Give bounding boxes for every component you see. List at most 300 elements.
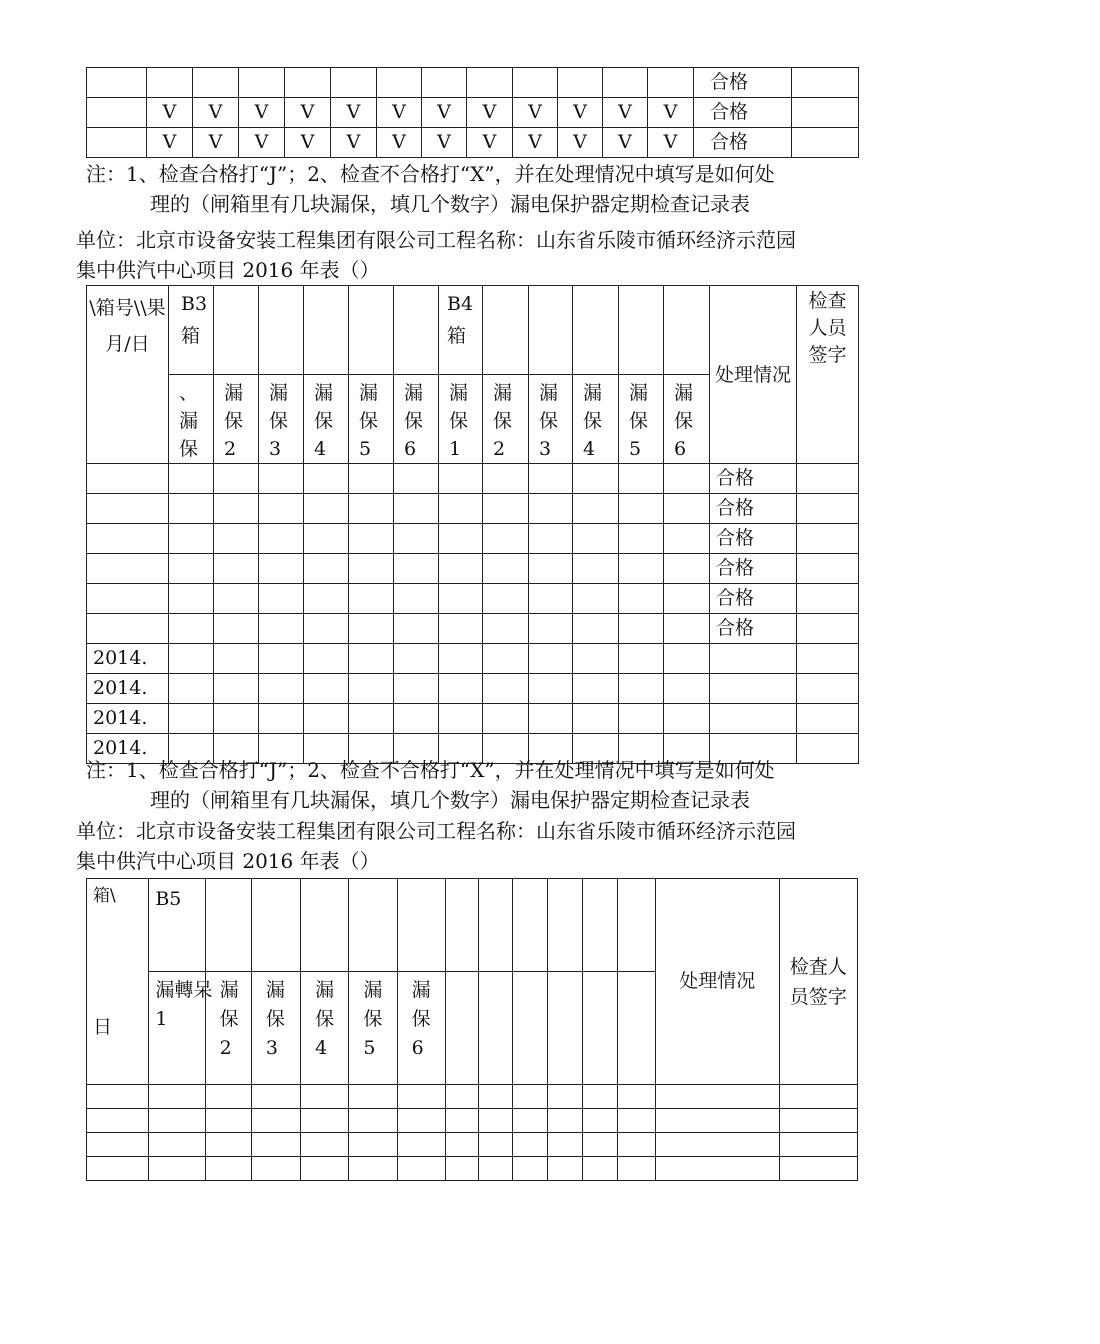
signature-cell — [797, 674, 859, 704]
check-mark-cell — [529, 584, 573, 614]
corner-header-bottom: 日 — [87, 972, 149, 1085]
leak-protector-subheader — [304, 375, 349, 464]
corner-header: \箱号\\果月/日 — [87, 286, 169, 464]
empty-subheader — [445, 972, 478, 1085]
empty-subheader — [479, 972, 513, 1085]
check-mark-cell — [394, 494, 439, 524]
subheader-label: 漏保3 — [265, 979, 285, 1059]
check-mark-cell — [483, 494, 529, 524]
check-mark-cell — [214, 704, 259, 734]
leak-protector-subheader — [573, 375, 619, 464]
subheader-label: 漏保1 — [449, 382, 469, 460]
subheader-label: 漏保5 — [359, 382, 379, 460]
check-mark-cell — [259, 494, 304, 524]
leak-protector-subheader — [214, 375, 259, 464]
check-mark-cell — [304, 584, 349, 614]
check-mark-cell — [573, 704, 619, 734]
subheader-label: 、漏保 — [179, 382, 199, 460]
empty-cell — [349, 1157, 397, 1181]
check-mark-cell — [558, 68, 603, 98]
empty-cell — [779, 1109, 857, 1133]
empty-cell — [513, 1085, 548, 1109]
check-mark-cell: V — [193, 128, 239, 158]
leak-protector-subheader — [397, 972, 445, 1085]
check-mark-cell — [304, 464, 349, 494]
subheader-label: 漏保2 — [219, 979, 239, 1059]
check-mark-cell — [483, 614, 529, 644]
check-mark-cell — [259, 644, 304, 674]
leak-protector-subheader — [149, 972, 213, 1085]
check-mark-cell — [439, 644, 483, 674]
empty-cell — [779, 1085, 857, 1109]
check-mark-cell — [147, 68, 193, 98]
check-mark-cell — [619, 524, 664, 554]
inspector-header-b5: 检査人员签字 — [779, 879, 857, 1085]
empty-cell — [149, 1085, 205, 1109]
check-mark-cell — [664, 464, 710, 494]
check-mark-cell — [439, 524, 483, 554]
table-row — [87, 554, 859, 584]
note-line-1: 注：1、检查合格打“J”；2、检查不合格打“X”，并在处理情况中填写是如何处 — [86, 162, 775, 186]
check-mark-cell — [259, 584, 304, 614]
result-cell — [710, 704, 797, 734]
empty-cell — [582, 1133, 617, 1157]
check-mark-cell: V — [467, 128, 513, 158]
empty-cell — [397, 1157, 445, 1181]
check-mark-cell — [169, 704, 214, 734]
check-mark-cell — [214, 494, 259, 524]
check-mark-cell — [169, 644, 214, 674]
empty-cell — [251, 1157, 300, 1181]
check-mark-cell — [169, 614, 214, 644]
table-row — [87, 704, 859, 734]
empty-cell — [445, 1109, 478, 1133]
check-mark-cell — [619, 614, 664, 644]
check-mark-cell — [259, 674, 304, 704]
check-mark-cell — [619, 584, 664, 614]
check-mark-cell: V — [648, 128, 694, 158]
check-mark-cell — [169, 494, 214, 524]
check-mark-cell — [214, 554, 259, 584]
empty-cell — [479, 1157, 513, 1181]
leak-protector-subheader — [664, 375, 710, 464]
empty-cell — [349, 1133, 397, 1157]
check-mark-cell — [394, 554, 439, 584]
table-row — [87, 584, 859, 614]
empty-cell — [87, 1085, 149, 1109]
check-mark-cell — [439, 614, 483, 644]
check-mark-cell — [664, 704, 710, 734]
check-mark-cell — [349, 464, 394, 494]
box-b3-header: B3箱 — [169, 286, 214, 375]
check-mark-cell — [439, 704, 483, 734]
check-mark-cell — [304, 494, 349, 524]
empty-cell — [617, 1157, 655, 1181]
check-mark-cell — [619, 644, 664, 674]
check-mark-cell — [169, 464, 214, 494]
leak-protector-subheader — [301, 972, 349, 1085]
corner-header-top: 箱\ — [87, 879, 149, 972]
result-cell: 合格 — [694, 98, 792, 128]
result-cell: 合格 — [694, 128, 792, 158]
box-b4-header: B4箱 — [439, 286, 483, 375]
empty-cell — [87, 1109, 149, 1133]
check-mark-cell — [259, 704, 304, 734]
check-mark-cell — [483, 464, 529, 494]
signature-cell — [797, 494, 859, 524]
subheader-label: 漏保6 — [674, 382, 694, 460]
empty-cell — [548, 1133, 582, 1157]
empty-cell — [251, 1133, 300, 1157]
check-mark-cell — [619, 674, 664, 704]
subheader-label: 漏保5 — [629, 382, 649, 460]
empty-cell — [149, 1109, 205, 1133]
check-mark-cell — [394, 614, 439, 644]
check-mark-cell — [483, 674, 529, 704]
table-row — [87, 614, 859, 644]
check-mark-cell — [349, 614, 394, 644]
empty-cell — [548, 1109, 582, 1133]
signature-cell — [797, 524, 859, 554]
inspection-table-b3-b4 — [86, 285, 859, 764]
check-mark-cell — [529, 524, 573, 554]
subheader-label: 漏保6 — [411, 979, 431, 1059]
check-mark-cell — [259, 554, 304, 584]
subheader-label: 漏轉呆1 — [155, 979, 213, 1030]
check-mark-cell — [529, 494, 573, 524]
empty-cell — [87, 1133, 149, 1157]
empty-cell — [445, 1085, 478, 1109]
check-mark-cell — [483, 554, 529, 584]
date-cell — [87, 68, 147, 98]
check-mark-cell — [619, 554, 664, 584]
signature-cell — [792, 68, 859, 98]
date-cell — [87, 584, 169, 614]
check-mark-cell — [304, 554, 349, 584]
check-mark-cell — [483, 644, 529, 674]
check-mark-cell: V — [603, 98, 648, 128]
check-mark-cell — [619, 464, 664, 494]
check-mark-cell — [529, 704, 573, 734]
empty-cell — [779, 1157, 857, 1181]
table-row — [87, 128, 859, 158]
check-mark-cell — [573, 494, 619, 524]
empty-cell — [349, 1109, 397, 1133]
check-mark-cell — [394, 674, 439, 704]
check-mark-cell: V — [331, 128, 377, 158]
subheader-label: 漏保4 — [583, 382, 603, 460]
subheader-label: 漏保3 — [269, 382, 289, 460]
empty-cell — [301, 1133, 349, 1157]
check-mark-cell — [349, 704, 394, 734]
date-cell: 2014. — [87, 734, 169, 764]
check-mark-cell — [349, 644, 394, 674]
result-cell: 合格 — [710, 524, 797, 554]
inspection-table-b5 — [86, 878, 858, 1181]
check-mark-cell: V — [422, 128, 467, 158]
check-mark-cell — [439, 464, 483, 494]
signature-cell — [797, 704, 859, 734]
check-mark-cell — [169, 584, 214, 614]
subheader-label: 漏保5 — [363, 979, 383, 1059]
signature-cell — [797, 554, 859, 584]
check-mark-cell — [619, 704, 664, 734]
date-cell — [87, 98, 147, 128]
check-mark-cell — [214, 644, 259, 674]
project-line-2: 集中供汽中心项目 2016 年表（） — [76, 849, 380, 873]
check-mark-cell — [214, 584, 259, 614]
empty-cell — [617, 1109, 655, 1133]
empty-cell — [479, 1085, 513, 1109]
check-mark-cell — [394, 704, 439, 734]
table-row — [87, 1085, 858, 1109]
table-row — [87, 98, 859, 128]
check-mark-cell — [573, 674, 619, 704]
check-mark-cell: V — [147, 128, 193, 158]
empty-cell — [149, 1157, 205, 1181]
check-mark-cell — [619, 494, 664, 524]
check-mark-cell — [239, 68, 285, 98]
subheader-label: 漏保3 — [539, 382, 559, 460]
check-mark-cell: V — [467, 98, 513, 128]
empty-cell — [655, 1157, 779, 1181]
check-mark-cell — [648, 68, 694, 98]
table-row — [87, 524, 859, 554]
result-cell: 合格 — [710, 494, 797, 524]
signature-cell — [797, 464, 859, 494]
table-row — [87, 68, 859, 98]
empty-subheader — [617, 972, 655, 1085]
result-cell: 合格 — [710, 464, 797, 494]
check-mark-cell — [573, 614, 619, 644]
check-mark-cell — [483, 524, 529, 554]
signature-cell — [792, 98, 859, 128]
empty-cell — [445, 1157, 478, 1181]
empty-cell — [149, 1133, 205, 1157]
check-mark-cell — [439, 674, 483, 704]
table-row — [87, 464, 859, 494]
leak-protector-subheader — [529, 375, 573, 464]
empty-cell — [397, 1109, 445, 1133]
signature-cell — [797, 614, 859, 644]
empty-cell — [205, 1133, 251, 1157]
subheader-label: 漏保2 — [224, 382, 244, 460]
signature-cell — [792, 128, 859, 158]
check-mark-cell — [664, 554, 710, 584]
result-cell — [710, 644, 797, 674]
check-mark-cell — [664, 644, 710, 674]
date-cell — [87, 614, 169, 644]
check-mark-cell — [377, 68, 422, 98]
empty-cell — [479, 1109, 513, 1133]
check-mark-cell — [439, 494, 483, 524]
check-mark-cell — [573, 554, 619, 584]
note-title-line-1: 理的（闸箱里有几块漏保，填几个数字）漏电保护器定期检查记录表 — [150, 192, 750, 216]
check-mark-cell — [513, 68, 558, 98]
signature-cell — [797, 584, 859, 614]
empty-cell — [87, 1157, 149, 1181]
check-mark-cell — [259, 464, 304, 494]
empty-cell — [479, 1133, 513, 1157]
box-b5-header: B5 — [149, 879, 205, 972]
check-mark-cell: V — [147, 98, 193, 128]
check-mark-cell: V — [558, 98, 603, 128]
check-mark-cell — [214, 614, 259, 644]
check-mark-cell — [193, 68, 239, 98]
leak-protector-subheader — [251, 972, 300, 1085]
check-mark-cell: V — [558, 128, 603, 158]
check-mark-cell — [573, 464, 619, 494]
check-mark-cell — [573, 644, 619, 674]
handling-header: 处理情况 — [710, 286, 797, 464]
check-mark-cell: V — [603, 128, 648, 158]
date-cell — [87, 554, 169, 584]
date-cell — [87, 494, 169, 524]
result-cell: 合格 — [694, 68, 792, 98]
empty-cell — [251, 1085, 300, 1109]
check-mark-cell: V — [377, 128, 422, 158]
check-mark-cell — [529, 674, 573, 704]
check-mark-cell — [529, 464, 573, 494]
leak-protector-subheader — [169, 375, 214, 464]
table-row — [87, 1109, 858, 1133]
empty-cell — [397, 1085, 445, 1109]
check-mark-cell — [439, 554, 483, 584]
empty-cell — [779, 1133, 857, 1157]
result-cell: 合格 — [710, 614, 797, 644]
check-mark-cell — [349, 554, 394, 584]
leak-protector-subheader — [439, 375, 483, 464]
check-mark-cell — [394, 464, 439, 494]
empty-cell — [513, 1133, 548, 1157]
check-mark-cell — [664, 494, 710, 524]
check-mark-cell: V — [422, 98, 467, 128]
subheader-label: 漏保6 — [404, 382, 424, 460]
check-mark-cell — [439, 584, 483, 614]
empty-cell — [301, 1157, 349, 1181]
check-mark-cell — [664, 524, 710, 554]
check-mark-cell — [394, 644, 439, 674]
subheader-label: 漏保2 — [493, 382, 513, 460]
note-line-2: 注：1、检查合格打“J”；2、检查不合格打“X”，并在处理情况中填写是如何处 — [86, 758, 775, 782]
subheader-label: 漏保4 — [314, 382, 334, 460]
project-line-1: 集中供汽中心项目 2016 年表（） — [76, 258, 380, 282]
table-row — [87, 1133, 858, 1157]
check-mark-cell: V — [377, 98, 422, 128]
empty-cell — [205, 1109, 251, 1133]
date-cell: 2014. — [87, 644, 169, 674]
check-mark-cell — [483, 584, 529, 614]
empty-cell — [655, 1133, 779, 1157]
check-mark-cell: V — [193, 98, 239, 128]
leak-protector-subheader — [349, 375, 394, 464]
empty-cell — [655, 1109, 779, 1133]
check-mark-cell — [529, 554, 573, 584]
check-mark-cell: V — [239, 128, 285, 158]
check-mark-cell — [349, 524, 394, 554]
date-cell: 2014. — [87, 704, 169, 734]
check-mark-cell — [422, 68, 467, 98]
empty-cell — [349, 1085, 397, 1109]
unit-line-2: 单位：北京市设备安装工程集团有限公司工程名称：山东省乐陵市循环经济示范园 — [76, 819, 796, 843]
check-mark-cell — [214, 674, 259, 704]
check-mark-cell — [169, 554, 214, 584]
handling-header-b5: 处理情况 — [655, 879, 779, 1085]
check-mark-cell — [331, 68, 377, 98]
check-mark-cell — [285, 68, 331, 98]
empty-cell — [205, 1085, 251, 1109]
leak-protector-subheader — [394, 375, 439, 464]
check-mark-cell — [304, 674, 349, 704]
check-mark-cell: V — [331, 98, 377, 128]
check-mark-cell — [529, 644, 573, 674]
leak-protector-subheader — [619, 375, 664, 464]
leak-protector-subheader — [349, 972, 397, 1085]
check-mark-cell: V — [239, 98, 285, 128]
check-mark-cell — [304, 704, 349, 734]
result-cell: 合格 — [710, 554, 797, 584]
empty-cell — [655, 1085, 779, 1109]
empty-cell — [301, 1109, 349, 1133]
date-cell — [87, 464, 169, 494]
empty-cell — [548, 1157, 582, 1181]
check-mark-cell: V — [648, 98, 694, 128]
empty-subheader — [582, 972, 617, 1085]
inspector-header: 检查人员签字 — [797, 286, 859, 464]
check-mark-cell — [214, 464, 259, 494]
check-mark-cell — [349, 674, 394, 704]
check-mark-cell — [169, 524, 214, 554]
check-mark-cell: V — [513, 128, 558, 158]
note-title-line-2: 理的（闸箱里有几块漏保，填几个数字）漏电保护器定期检查记录表 — [150, 788, 750, 812]
empty-cell — [445, 1133, 478, 1157]
leak-protector-subheader — [483, 375, 529, 464]
check-mark-cell — [664, 674, 710, 704]
empty-cell — [513, 1109, 548, 1133]
leak-protector-subheader — [259, 375, 304, 464]
table-row — [87, 644, 859, 674]
empty-cell — [301, 1085, 349, 1109]
check-mark-cell — [483, 704, 529, 734]
empty-cell — [617, 1133, 655, 1157]
check-mark-cell — [259, 524, 304, 554]
table-row — [87, 1157, 858, 1181]
check-mark-cell: V — [285, 128, 331, 158]
date-cell: 2014. — [87, 674, 169, 704]
signature-cell — [797, 644, 859, 674]
check-mark-cell — [573, 524, 619, 554]
unit-line-1: 单位：北京市设备安装工程集团有限公司工程名称：山东省乐陵市循环经济示范园 — [76, 228, 796, 252]
check-mark-cell — [467, 68, 513, 98]
check-mark-cell — [573, 584, 619, 614]
check-mark-cell — [349, 584, 394, 614]
empty-cell — [582, 1109, 617, 1133]
check-mark-cell — [603, 68, 648, 98]
inspection-table-top — [86, 67, 859, 158]
table-row — [87, 494, 859, 524]
check-mark-cell — [304, 644, 349, 674]
check-mark-cell — [664, 614, 710, 644]
empty-cell — [251, 1109, 300, 1133]
check-mark-cell — [529, 614, 573, 644]
check-mark-cell — [664, 584, 710, 614]
result-cell: 合格 — [710, 584, 797, 614]
check-mark-cell — [259, 614, 304, 644]
date-cell — [87, 128, 147, 158]
empty-cell — [617, 1085, 655, 1109]
result-cell — [710, 674, 797, 704]
date-cell — [87, 524, 169, 554]
